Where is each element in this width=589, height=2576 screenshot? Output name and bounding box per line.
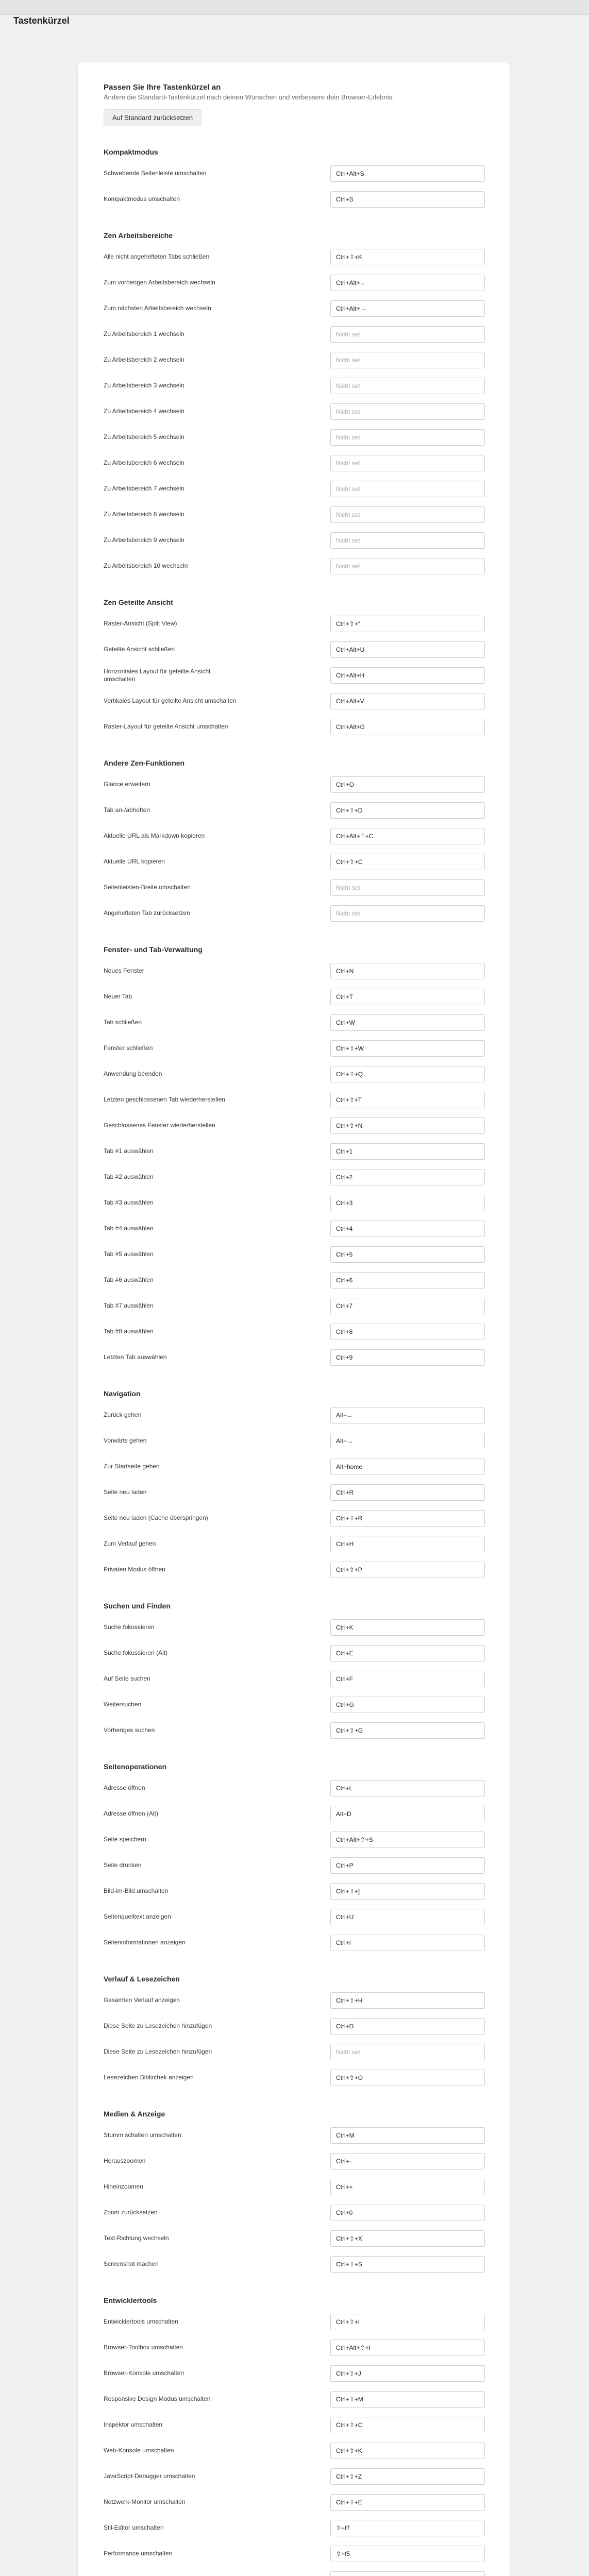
shortcut-input[interactable]: Ctrl+⇧+P bbox=[330, 1562, 485, 1578]
shortcut-row bbox=[104, 2228, 485, 2249]
shortcut-label: Zurück gehen bbox=[104, 1411, 142, 1419]
shortcut-input[interactable]: Ctrl++ bbox=[330, 2179, 485, 2195]
shortcut-row bbox=[104, 530, 485, 551]
shortcut-section bbox=[104, 598, 485, 737]
shortcut-row bbox=[104, 614, 485, 634]
reset-to-default-button[interactable]: Auf Standard zurücksetzen bbox=[104, 109, 201, 126]
shortcut-row bbox=[104, 273, 485, 293]
shortcut-row bbox=[104, 774, 485, 795]
shortcut-row bbox=[104, 691, 485, 711]
shortcut-row bbox=[104, 2363, 485, 2384]
top-bar bbox=[0, 0, 589, 15]
shortcut-label: Diese Seite zu Lesezeichen hinzufügen bbox=[104, 2022, 212, 2030]
shortcut-row bbox=[104, 2016, 485, 2037]
section-title: Navigation bbox=[104, 1389, 141, 1398]
shortcut-row bbox=[104, 2042, 485, 2062]
shortcut-input[interactable]: Ctrl+⇧+M bbox=[330, 2391, 485, 2408]
shortcut-row bbox=[104, 1431, 485, 1451]
shortcut-input[interactable]: Ctrl+- bbox=[330, 2153, 485, 2170]
shortcut-input[interactable]: Nicht set bbox=[330, 905, 485, 922]
shortcut-input[interactable]: Ctrl+⇧+R bbox=[330, 1510, 485, 1527]
shortcut-section bbox=[104, 2110, 485, 2275]
shortcut-row bbox=[104, 1804, 485, 1824]
shortcut-row bbox=[104, 665, 485, 686]
shortcut-label: Seitenquelltext anzeigen bbox=[104, 1913, 171, 1921]
shortcut-label: Zum Verlauf gehen bbox=[104, 1540, 156, 1548]
shortcut-row bbox=[104, 1933, 485, 1953]
shortcut-input[interactable]: Ctrl+7 bbox=[330, 1298, 485, 1314]
shortcut-input[interactable]: Ctrl+G bbox=[330, 1697, 485, 1713]
shortcut-input[interactable] bbox=[330, 2571, 485, 2576]
shortcut-section bbox=[104, 1762, 485, 1953]
shortcut-label: Zu Arbeitsbereich 3 wechseln bbox=[104, 382, 184, 389]
shortcut-row bbox=[104, 2518, 485, 2538]
shortcut-row bbox=[104, 903, 485, 924]
shortcut-label: Tab schließen bbox=[104, 1019, 142, 1026]
shortcut-row bbox=[104, 2569, 485, 2576]
shortcut-input[interactable]: Ctrl+F bbox=[330, 1671, 485, 1687]
shortcut-label: Seiteninformationen anzeigen bbox=[104, 1939, 186, 1946]
shortcut-label: Neuer Tab bbox=[104, 993, 132, 1001]
shortcut-label: Seite neu laden bbox=[104, 1488, 147, 1496]
shortcut-row bbox=[104, 1508, 485, 1529]
shortcut-row bbox=[104, 479, 485, 499]
shortcut-label: Tab #5 auswählen bbox=[104, 1250, 154, 1258]
shortcut-label: Tab #4 auswählen bbox=[104, 1225, 154, 1232]
shortcut-input[interactable]: ⇧+f7 bbox=[330, 2520, 485, 2536]
shortcut-row bbox=[104, 1296, 485, 1316]
shortcut-label: Zu Arbeitsbereich 10 wechseln bbox=[104, 562, 188, 570]
shortcut-row bbox=[104, 717, 485, 737]
shortcut-row bbox=[104, 2441, 485, 2461]
shortcut-label: Aktuelle URL kopieren bbox=[104, 858, 165, 866]
shortcut-row bbox=[104, 1218, 485, 1239]
shortcut-input[interactable]: Ctrl+⇧+S bbox=[330, 2256, 485, 2273]
shortcut-label: Netzwerk-Monitor umschalten bbox=[104, 2498, 186, 2506]
shortcut-input[interactable]: Ctrl+⇧+D bbox=[330, 802, 485, 819]
shortcut-label: Browser-Toolbox umschalten bbox=[104, 2344, 183, 2351]
shortcut-row bbox=[104, 1560, 485, 1580]
shortcut-input[interactable]: Ctrl+R bbox=[330, 1484, 485, 1501]
shortcut-label: Seite drucken bbox=[104, 1861, 142, 1869]
shortcut-section bbox=[104, 1602, 485, 1741]
shortcut-input[interactable]: Alt+home bbox=[330, 1459, 485, 1475]
shortcut-input[interactable]: Ctrl+P bbox=[330, 1857, 485, 1874]
shortcut-label: Seite neu laden (Cache überspringen) bbox=[104, 1514, 208, 1522]
shortcut-row bbox=[104, 1141, 485, 1162]
shortcut-input[interactable]: Ctrl+K bbox=[330, 1619, 485, 1636]
shortcut-input[interactable]: Ctrl+⇧+C bbox=[330, 854, 485, 870]
section-title: Kompaktmodus bbox=[104, 147, 158, 156]
section-title: Suchen und Finden bbox=[104, 1601, 171, 1610]
shortcut-input[interactable]: Ctrl+⇧+X bbox=[330, 2230, 485, 2247]
shortcut-label: Alle nicht angehefteten Tabs schließen bbox=[104, 253, 210, 261]
shortcut-label: Stumm schalten umschalten bbox=[104, 2131, 181, 2139]
shortcut-row bbox=[104, 504, 485, 525]
shortcut-input[interactable]: Ctrl+S bbox=[330, 191, 485, 208]
shortcut-section bbox=[104, 231, 485, 577]
shortcut-label: Anwendung beenden bbox=[104, 1070, 162, 1078]
shortcut-label: Seitenleisten-Breite umschalten bbox=[104, 884, 191, 891]
shortcut-input[interactable]: Ctrl+T bbox=[330, 989, 485, 1005]
shortcut-row bbox=[104, 2466, 485, 2487]
shortcut-label: Zu Arbeitsbereich 4 wechseln bbox=[104, 408, 184, 415]
shortcut-input[interactable]: Ctrl+O bbox=[330, 776, 485, 793]
shortcut-row bbox=[104, 987, 485, 1007]
shortcut-label: Zu Arbeitsbereich 2 wechseln bbox=[104, 356, 184, 364]
shortcut-row bbox=[104, 1643, 485, 1664]
shortcut-row bbox=[104, 1829, 485, 1850]
shortcut-input[interactable]: Ctrl+U bbox=[330, 1909, 485, 1925]
shortcut-row bbox=[104, 1778, 485, 1799]
shortcut-input[interactable]: Ctrl+⇧+N bbox=[330, 1117, 485, 1134]
shortcut-row bbox=[104, 1244, 485, 1265]
shortcut-input[interactable]: Nicht set bbox=[330, 879, 485, 896]
shortcut-label: Geschlossenes Fenster wiederherstellen bbox=[104, 1122, 215, 1129]
shortcut-label: Glance erweitern bbox=[104, 781, 150, 788]
shortcut-input[interactable]: Nicht set bbox=[330, 558, 485, 574]
shortcut-label: Zoom zurücksetzen bbox=[104, 2209, 158, 2216]
shortcut-row bbox=[104, 324, 485, 345]
section-title: Seitenoperationen bbox=[104, 1762, 167, 1771]
shortcut-input[interactable]: Alt+D bbox=[330, 1806, 485, 1822]
shortcut-input[interactable]: Ctrl+D bbox=[330, 2018, 485, 2035]
shortcut-input[interactable]: Ctrl+E bbox=[330, 1645, 485, 1662]
shortcut-input[interactable]: Ctrl+Alt+U bbox=[330, 641, 485, 658]
shortcut-row bbox=[104, 1167, 485, 1188]
shortcut-row bbox=[104, 961, 485, 981]
shortcut-input[interactable]: Ctrl+4 bbox=[330, 1221, 485, 1237]
shortcut-label: JavaScript-Debugger umschalten bbox=[104, 2472, 195, 2480]
shortcut-input[interactable]: ⇧+f5 bbox=[330, 2546, 485, 2562]
shortcut-input[interactable]: Ctrl+⇧+] bbox=[330, 1883, 485, 1900]
shortcut-label: Text-Richtung wechseln bbox=[104, 2234, 169, 2242]
shortcut-row bbox=[104, 2492, 485, 2513]
shortcut-section bbox=[104, 945, 485, 1368]
section-title: Entwicklertools bbox=[104, 2296, 157, 2304]
shortcut-input[interactable]: Ctrl+⇧+Q bbox=[330, 1066, 485, 1082]
shortcut-input[interactable]: Ctrl+Alt+⇧+I bbox=[330, 2340, 485, 2356]
shortcut-input[interactable]: Ctrl+9 bbox=[330, 1349, 485, 1366]
shortcut-input[interactable]: Ctrl+M bbox=[330, 2127, 485, 2144]
shortcut-label: Suche fokussieren bbox=[104, 1623, 155, 1631]
shortcut-label: Gesamten Verlauf anzeigen bbox=[104, 1996, 180, 2004]
shortcut-row bbox=[104, 2415, 485, 2435]
shortcut-input[interactable]: Ctrl+6 bbox=[330, 1272, 485, 1289]
shortcut-row bbox=[104, 877, 485, 898]
shortcut-input[interactable]: Ctrl+⇧+H bbox=[330, 1992, 485, 2009]
shortcut-input[interactable]: Ctrl+N bbox=[330, 963, 485, 979]
page-title: Tastenkürzel bbox=[13, 15, 70, 26]
shortcut-row bbox=[104, 1855, 485, 1876]
shortcut-row bbox=[104, 2125, 485, 2146]
shortcut-input[interactable]: Ctrl+W bbox=[330, 1014, 485, 1031]
section-title: Medien & Anzeige bbox=[104, 2109, 165, 2118]
shortcut-section bbox=[104, 148, 485, 210]
shortcut-label: Tab #1 auswählen bbox=[104, 1147, 154, 1155]
shortcut-input[interactable]: Ctrl+⇧+E bbox=[330, 2494, 485, 2511]
shortcut-label: Raster-Ansicht (Split View) bbox=[104, 620, 177, 628]
shortcut-label: Fenster schließen bbox=[104, 1044, 153, 1052]
shortcut-input[interactable]: Ctrl+L bbox=[330, 1780, 485, 1797]
section-title: Andere Zen-Funktionen bbox=[104, 758, 185, 767]
shortcut-input[interactable]: Ctrl+⇧+T bbox=[330, 1092, 485, 1108]
shortcut-label: Zu Arbeitsbereich 1 wechseln bbox=[104, 330, 184, 338]
section-title: Zen Arbeitsbereiche bbox=[104, 231, 173, 240]
shortcut-label: Inspektor umschalten bbox=[104, 2421, 163, 2429]
shortcut-section bbox=[104, 1389, 485, 1580]
shortcut-row bbox=[104, 2067, 485, 2088]
shortcut-input[interactable]: Ctrl+2 bbox=[330, 1169, 485, 1185]
shortcut-row bbox=[104, 376, 485, 396]
shortcut-input[interactable]: Ctrl+⇧+Z bbox=[330, 2468, 485, 2485]
shortcut-label: Letzten Tab auswählen bbox=[104, 1353, 167, 1361]
shortcut-label: Tab #7 auswählen bbox=[104, 1302, 154, 1310]
shortcut-row bbox=[104, 1669, 485, 1689]
shortcut-input[interactable]: Nicht set bbox=[330, 326, 485, 343]
shortcut-input[interactable]: Nicht set bbox=[330, 403, 485, 420]
shortcut-input[interactable]: Ctrl+⇧+J bbox=[330, 2365, 485, 2382]
shortcut-input[interactable]: Ctrl+8 bbox=[330, 1324, 485, 1340]
shortcut-label: Diese Seite zu Lesezeichen hinzufügen bbox=[104, 2048, 212, 2056]
shortcut-label: Letzten geschlossenen Tab wiederherstellen bbox=[104, 1096, 225, 1104]
shortcut-input[interactable]: Ctrl+3 bbox=[330, 1195, 485, 1211]
shortcut-label: Vertikales Layout für geteilte Ansicht umschalten bbox=[104, 697, 237, 705]
shortcut-row bbox=[104, 2177, 485, 2197]
shortcut-label: Zur Startseite gehen bbox=[104, 1463, 160, 1470]
shortcut-row bbox=[104, 427, 485, 448]
shortcut-label: Adresse öffnen bbox=[104, 1784, 145, 1792]
shortcut-row bbox=[104, 1456, 485, 1477]
shortcut-label: Neues Fenster bbox=[104, 967, 144, 975]
shortcut-input[interactable]: Ctrl+Alt+S bbox=[330, 165, 485, 182]
shortcut-label: Tab #8 auswählen bbox=[104, 1328, 154, 1335]
shortcut-input[interactable]: Nicht set bbox=[330, 506, 485, 523]
shortcut-label: Zu Arbeitsbereich 9 wechseln bbox=[104, 536, 184, 544]
shortcut-label: Zum vorherigen Arbeitsbereich wechseln bbox=[104, 279, 215, 286]
shortcut-input[interactable]: Ctrl+Alt+H bbox=[330, 667, 485, 684]
shortcut-row bbox=[104, 298, 485, 319]
shortcut-label: Seite speichern bbox=[104, 1836, 146, 1843]
shortcut-row bbox=[104, 1012, 485, 1033]
shortcut-row bbox=[104, 1990, 485, 2011]
shortcut-input[interactable]: Ctrl+⇧+C bbox=[330, 2417, 485, 2433]
section-title: Zen Geteilte Ansicht bbox=[104, 598, 173, 606]
intro-description: Ändere die Standard-Tastenkürzel nach deinen Wünschen und verbessere dein Browser-Erlebnis. bbox=[104, 93, 394, 101]
shortcut-row bbox=[104, 189, 485, 210]
shortcut-row bbox=[104, 1115, 485, 1136]
shortcut-label: Tab #3 auswählen bbox=[104, 1199, 154, 1207]
shortcut-row bbox=[104, 1694, 485, 1715]
shortcut-input[interactable]: Ctrl+⇧+K bbox=[330, 2443, 485, 2459]
shortcut-row bbox=[104, 401, 485, 422]
shortcut-input[interactable]: Nicht set bbox=[330, 378, 485, 394]
shortcut-label: Herauszoomen bbox=[104, 2157, 146, 2165]
shortcut-input[interactable]: Ctrl+Alt+V bbox=[330, 693, 485, 709]
shortcut-input[interactable]: Ctrl+⇧+W bbox=[330, 1040, 485, 1057]
shortcut-label: Vorheriges suchen bbox=[104, 1726, 155, 1734]
shortcut-label: Raster-Layout für geteilte Ansicht umschalten bbox=[104, 723, 228, 731]
shortcut-input[interactable]: Ctrl+⇧+O bbox=[330, 2070, 485, 2086]
shortcut-row bbox=[104, 1720, 485, 1741]
shortcut-section bbox=[104, 759, 485, 924]
shortcut-input[interactable]: Nicht set bbox=[330, 429, 485, 446]
shortcut-input[interactable]: Ctrl+1 bbox=[330, 1143, 485, 1160]
shortcut-row bbox=[104, 1347, 485, 1368]
shortcut-label: Zu Arbeitsbereich 5 wechseln bbox=[104, 433, 184, 441]
shortcut-input[interactable]: Ctrl+⇧+" bbox=[330, 616, 485, 632]
shortcut-row bbox=[104, 1270, 485, 1291]
shortcut-label: Tab #2 auswählen bbox=[104, 1173, 154, 1181]
shortcut-row bbox=[104, 826, 485, 846]
shortcut-row bbox=[104, 1405, 485, 1426]
shortcut-row bbox=[104, 1038, 485, 1059]
shortcut-label: Zu Arbeitsbereich 8 wechseln bbox=[104, 511, 184, 518]
shortcut-input[interactable]: Ctrl+⇧+G bbox=[330, 1722, 485, 1739]
shortcut-label: Lesezeichen Bibliothek anzeigen bbox=[104, 2074, 194, 2081]
shortcut-input[interactable]: Alt+→ bbox=[330, 1433, 485, 1449]
intro-title: Passen Sie Ihre Tastenkürzel an bbox=[104, 83, 221, 92]
shortcut-row bbox=[104, 1534, 485, 1554]
shortcuts-panel-content bbox=[104, 83, 485, 2576]
shortcut-label: Suche fokussieren (Alt) bbox=[104, 1649, 168, 1657]
shortcut-row bbox=[104, 2337, 485, 2358]
shortcut-label: Tab an-/abheften bbox=[104, 806, 150, 814]
shortcut-row bbox=[104, 1064, 485, 1084]
shortcut-label: Horizontales Layout für geteilte Ansicht umschalten bbox=[104, 667, 211, 683]
shortcut-input[interactable]: Ctrl+Alt+→ bbox=[330, 300, 485, 317]
shortcuts-panel bbox=[77, 62, 510, 2576]
shortcut-section bbox=[104, 1975, 485, 2088]
shortcut-label: Kompaktmodus umschalten bbox=[104, 195, 180, 203]
shortcut-label: Aktuelle URL als Markdown kopieren bbox=[104, 832, 205, 840]
shortcut-row bbox=[104, 639, 485, 660]
shortcut-row bbox=[104, 1321, 485, 1342]
shortcut-label: Geteilte Ansicht schließen bbox=[104, 646, 175, 653]
shortcut-input[interactable]: Ctrl+Alt+← bbox=[330, 275, 485, 291]
shortcut-label: Responsive Design Modus umschalten bbox=[104, 2395, 211, 2403]
shortcut-label: Entwicklertools umschalten bbox=[104, 2318, 178, 2326]
shortcut-input[interactable]: Ctrl+Alt+⇧+C bbox=[330, 828, 485, 844]
shortcut-input[interactable]: Nicht set bbox=[330, 455, 485, 471]
shortcut-label: Stil-Editor umschalten bbox=[104, 2524, 164, 2532]
shortcut-input[interactable]: Ctrl+Alt+G bbox=[330, 719, 485, 735]
shortcut-label: Hineinzoomen bbox=[104, 2183, 143, 2191]
shortcut-row bbox=[104, 1193, 485, 1213]
shortcut-row bbox=[104, 1617, 485, 1638]
shortcut-row bbox=[104, 453, 485, 473]
shortcut-label: Browser-Konsole umschalten bbox=[104, 2369, 184, 2377]
shortcut-row bbox=[104, 2151, 485, 2172]
shortcut-label: Vorwärts gehen bbox=[104, 1437, 147, 1445]
shortcut-input[interactable]: Ctrl+0 bbox=[330, 2205, 485, 2221]
shortcut-row bbox=[104, 2202, 485, 2223]
intro-block bbox=[104, 83, 485, 126]
shortcut-label: Angehefteten Tab zurücksetzen bbox=[104, 909, 190, 917]
shortcut-input[interactable]: Nicht set bbox=[330, 352, 485, 368]
shortcut-row bbox=[104, 2389, 485, 2410]
shortcut-label: Tab #6 auswählen bbox=[104, 1276, 154, 1284]
shortcut-label: Web-Konsole umschalten bbox=[104, 2447, 174, 2454]
shortcut-input[interactable]: Ctrl+H bbox=[330, 1536, 485, 1552]
section-title: Fenster- und Tab-Verwaltung bbox=[104, 945, 203, 954]
shortcut-row bbox=[104, 556, 485, 577]
shortcut-row bbox=[104, 2312, 485, 2332]
shortcut-section bbox=[104, 2296, 485, 2576]
shortcut-row bbox=[104, 2254, 485, 2275]
shortcut-row bbox=[104, 1881, 485, 1902]
shortcut-row bbox=[104, 852, 485, 872]
shortcut-label: Privaten Modus öffnen bbox=[104, 1566, 165, 1573]
shortcut-row bbox=[104, 247, 485, 267]
shortcut-row bbox=[104, 2544, 485, 2564]
section-title: Verlauf & Lesezeichen bbox=[104, 1974, 180, 1983]
shortcut-label: Screenshot machen bbox=[104, 2260, 159, 2268]
shortcut-input[interactable]: Alt+← bbox=[330, 1407, 485, 1423]
shortcut-input[interactable]: Nicht set bbox=[330, 481, 485, 497]
shortcut-input[interactable]: Ctrl+5 bbox=[330, 1246, 485, 1263]
shortcut-label: Auf Seite suchen bbox=[104, 1675, 150, 1683]
shortcut-label: Weitersuchen bbox=[104, 1701, 142, 1708]
shortcut-input[interactable]: Ctrl+⇧+K bbox=[330, 249, 485, 265]
shortcut-row bbox=[104, 350, 485, 370]
shortcut-sections bbox=[104, 148, 485, 2576]
shortcut-input[interactable]: Nicht set bbox=[330, 532, 485, 549]
shortcut-row bbox=[104, 1907, 485, 1927]
shortcut-label: Adresse öffnen (Alt) bbox=[104, 1810, 158, 1818]
shortcut-row bbox=[104, 163, 485, 184]
shortcut-row bbox=[104, 1090, 485, 1110]
shortcut-row bbox=[104, 1482, 485, 1503]
shortcut-input[interactable]: Ctrl+I bbox=[330, 1935, 485, 1951]
shortcut-label: Zu Arbeitsbereich 7 wechseln bbox=[104, 485, 184, 493]
shortcut-input[interactable]: Nicht set bbox=[330, 2044, 485, 2060]
shortcut-label: Zum nächsten Arbeitsbereich wechseln bbox=[104, 304, 211, 312]
shortcut-label: Bild-im-Bild umschalten bbox=[104, 1887, 169, 1895]
shortcut-input[interactable]: Ctrl+Alt+⇧+S bbox=[330, 1832, 485, 1848]
shortcut-input[interactable]: Ctrl+⇧+I bbox=[330, 2314, 485, 2330]
shortcut-label: Schwebende Seitenleiste umschalten bbox=[104, 170, 207, 177]
shortcut-label: Performance umschalten bbox=[104, 2550, 173, 2557]
shortcut-row bbox=[104, 800, 485, 821]
shortcut-label: Zu Arbeitsbereich 6 wechseln bbox=[104, 459, 184, 467]
